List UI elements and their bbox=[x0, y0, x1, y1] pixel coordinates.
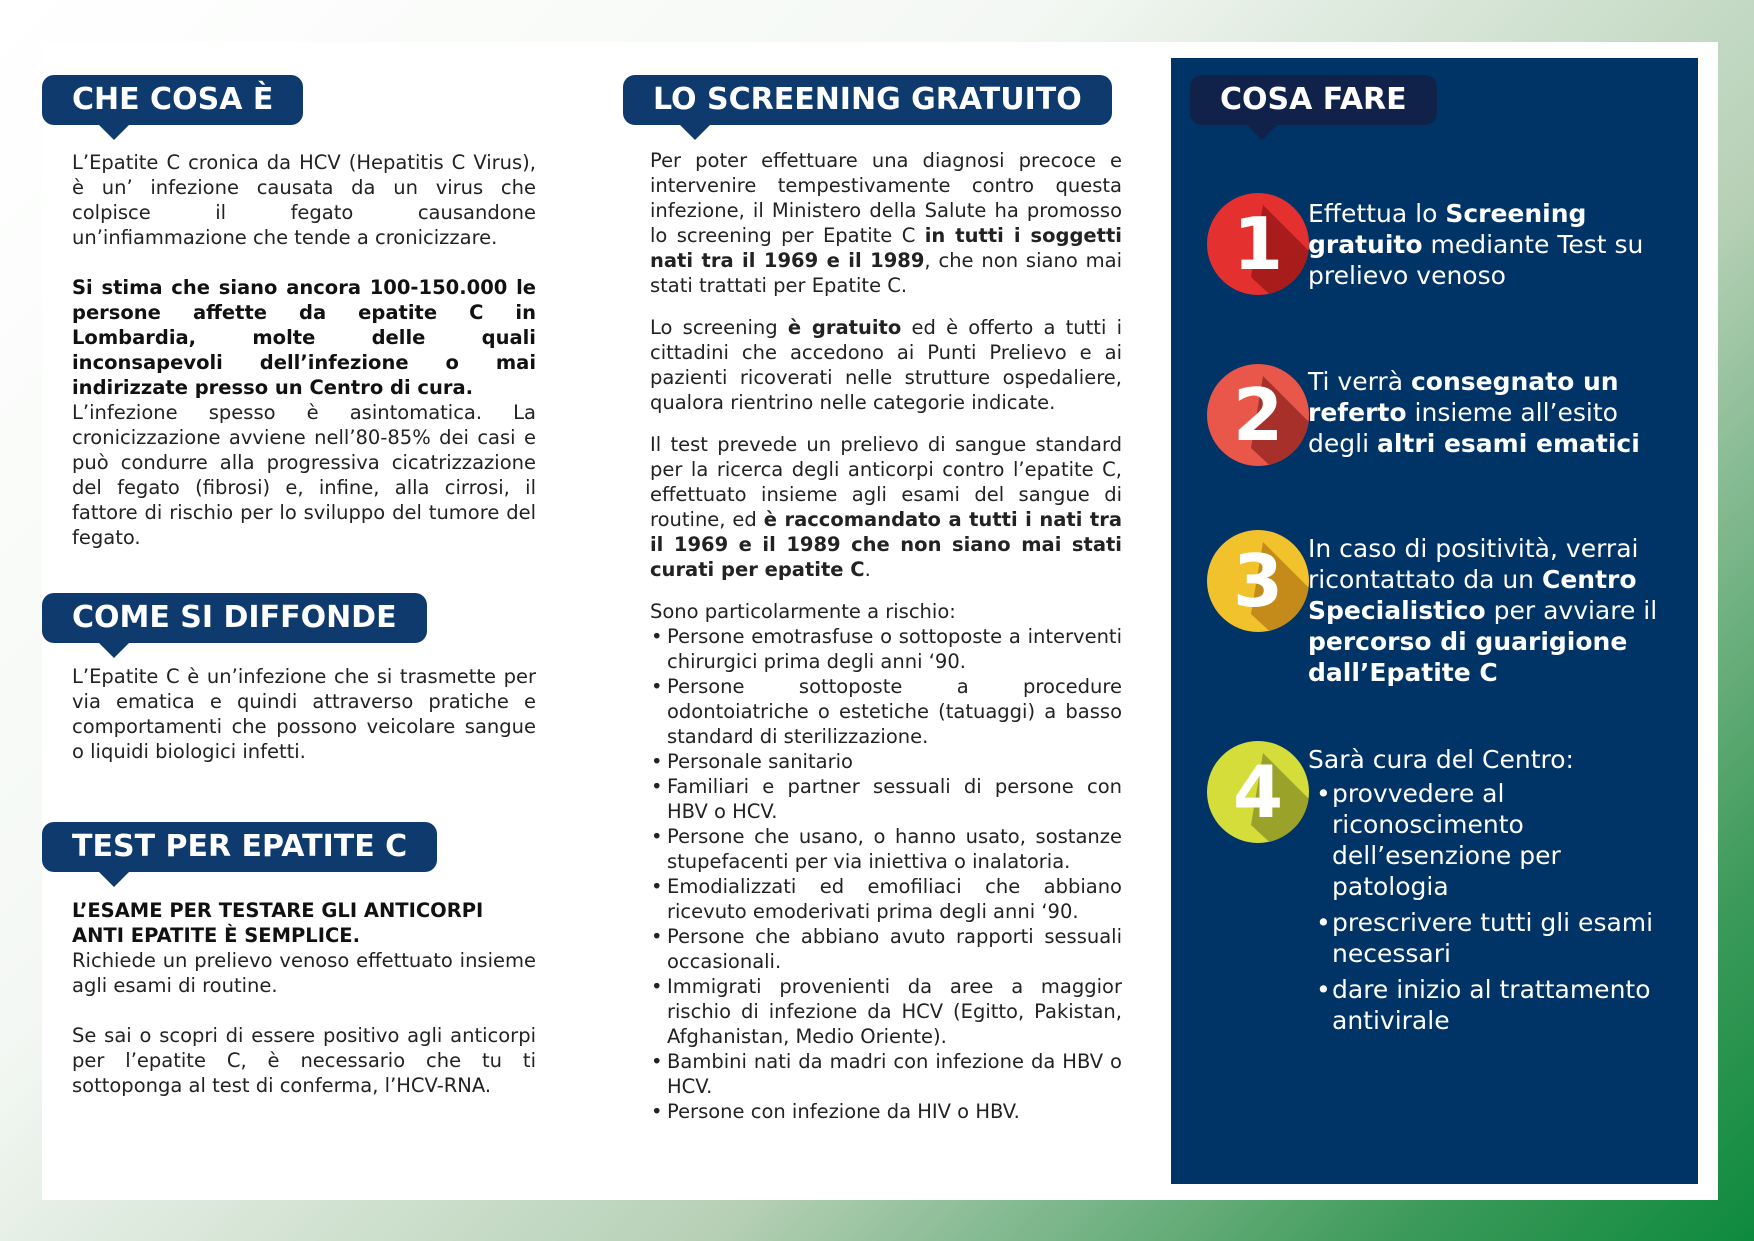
risk-section bbox=[650, 599, 1122, 1124]
step-2-number: 2 bbox=[1232, 373, 1284, 457]
risk-item: • Persone con infezione da HIV o HBV. bbox=[650, 1099, 1122, 1124]
screening-paragraph-2: Lo screening è gratuito ed è offerto a tutti i cittadini che accedono ai Punti Prelievo e ai pazienti ricoverati nelle strutture ospedaliere, qualora rientrino nelle categorie indicate. bbox=[650, 316, 1123, 414]
step-3-badge bbox=[1207, 530, 1309, 632]
step-2-number-icon bbox=[1207, 364, 1309, 466]
screening-paragraph-1: Per poter effettuare una diagnosi precoce e intervenire tempestivamente contro questa infezione, il Ministero della Salute ha promosso lo screening per Epatite C in tutti i soggetti nati tra il 1969 e il 1989, che non siano mai stati trattati per Epatite C. bbox=[650, 149, 1122, 297]
risk-item: • Persone sottoposte a procedure odontoiatriche o estetiche (tatuaggi) a basso standard di sterilizzazione. bbox=[650, 674, 1122, 749]
heading-cosa-fare: COSA FARE bbox=[1190, 75, 1437, 125]
step-4-number: 4 bbox=[1232, 750, 1284, 834]
step-3-text: In caso di positività, verrai ricontattato da un Centro Specialistico per avviare il percorso di guarigione dall’Epatite C bbox=[1308, 534, 1658, 687]
step-4-item: • prescrivere tutti gli esami necessari bbox=[1308, 907, 1668, 969]
step-4-number-icon bbox=[1207, 741, 1309, 843]
step-1-text: Effettua lo Screening gratuito mediante Test su prelievo venoso bbox=[1308, 199, 1644, 290]
step-4-text bbox=[1308, 744, 1668, 1041]
step-4-item: • dare inizio al trattamento antivirale bbox=[1308, 974, 1668, 1036]
step-2-badge bbox=[1207, 364, 1309, 466]
risk-item: • Persone che abbiano avuto rapporti sessuali occasionali. bbox=[650, 924, 1122, 974]
step-4-intro: Sarà cura del Centro: bbox=[1308, 745, 1574, 774]
step-1-badge bbox=[1207, 193, 1309, 295]
risk-list bbox=[650, 624, 1122, 1124]
step-2-text: Ti verrà consegnato un referto insieme all’esito degli altri esami ematici bbox=[1308, 367, 1640, 458]
step-1-number-icon bbox=[1207, 193, 1309, 295]
step-3-number: 3 bbox=[1232, 539, 1284, 623]
risk-item: • Emodializzati ed emofiliaci che abbiano ricevuto emoderivati prima degli anni ‘90. bbox=[650, 874, 1122, 924]
heading-lo-screening-gratuito: LO SCREENING GRATUITO bbox=[623, 75, 1112, 125]
che-cosa-e-paragraph-3: L’infezione spesso è asintomatica. La cronicizzazione avviene nell’80-85% dei casi e può condurre alla progressiva cicatrizzazione del fegato (fibrosi) e, infine, alla cirrosi, il fattore di rischio per lo sviluppo del tumore del fegato. bbox=[72, 401, 536, 549]
risk-item: • Persone che usano, o hanno usato, sostanze stupefacenti per via iniettiva o inalatoria. bbox=[650, 824, 1122, 874]
step-3-number-icon bbox=[1207, 530, 1309, 632]
che-cosa-e-paragraph-2: Si stima che siano ancora 100-150.000 le persone affette da epatite C in Lombardia, molte delle quali inconsapevoli dell’infezione o mai indirizzate presso un Centro di cura. bbox=[72, 276, 536, 399]
che-cosa-e-paragraph-1: L’Epatite C cronica da HCV (Hepatitis C Virus), è un’ infezione causata da un virus che colpisce il fegato causandone un’infiammazione che tende a cronicizzare. bbox=[72, 151, 536, 249]
risk-item: • Personale sanitario bbox=[650, 749, 1122, 774]
screening-paragraph-3: Il test prevede un prelievo di sangue standard per la ricerca degli anticorpi contro l’epatite C, effettuato insieme agli esami del sangue di routine, ed è raccomandato a tutti i nati tra il 1969 e il 1989 che non siano mai stati curati per epatite C. bbox=[650, 433, 1122, 581]
step-4-item: • provvedere al riconoscimento dell’esenzione per patologia bbox=[1308, 778, 1668, 902]
step-1-number: 1 bbox=[1232, 202, 1284, 286]
test-headline: L’ESAME PER TESTARE GLI ANTICORPI ANTI EPATITE È SEMPLICE. bbox=[72, 899, 484, 947]
step-4-badge bbox=[1207, 741, 1309, 843]
risk-item: • Bambini nati da madri con infezione da HBV o HCV. bbox=[650, 1049, 1122, 1099]
test-paragraph-2: Se sai o scopri di essere positivo agli anticorpi per l’epatite C, è necessario che tu ti sottoponga al test di conferma, l’HCV-RNA. bbox=[72, 1024, 536, 1097]
test-paragraph-1: Richiede un prelievo venoso effettuato insieme agli esami di routine. bbox=[72, 949, 536, 997]
come-si-diffonde-paragraph: L’Epatite C è un’infezione che si trasmette per via ematica e quindi attraverso pratiche e comportamenti che possono veicolare sangue o liquidi biologici infetti. bbox=[72, 665, 536, 763]
heading-che-cosa-e: CHE COSA È bbox=[42, 75, 303, 125]
risk-intro: Sono particolarmente a rischio: bbox=[650, 600, 956, 623]
risk-item: • Familiari e partner sessuali di persone con HBV o HCV. bbox=[650, 774, 1122, 824]
heading-come-si-diffonde: COME SI DIFFONDE bbox=[42, 593, 427, 643]
heading-test-per-epatite-c: TEST PER EPATITE C bbox=[42, 822, 437, 872]
risk-item: • Immigrati provenienti da aree a maggior rischio di infezione da HCV (Egitto, Pakistan, Afghanistan, Medio Oriente). bbox=[650, 974, 1122, 1049]
risk-item: • Persone emotrasfuse o sottoposte a interventi chirurgici prima degli anni ‘90. bbox=[650, 624, 1122, 674]
step-4-list bbox=[1308, 778, 1668, 1036]
